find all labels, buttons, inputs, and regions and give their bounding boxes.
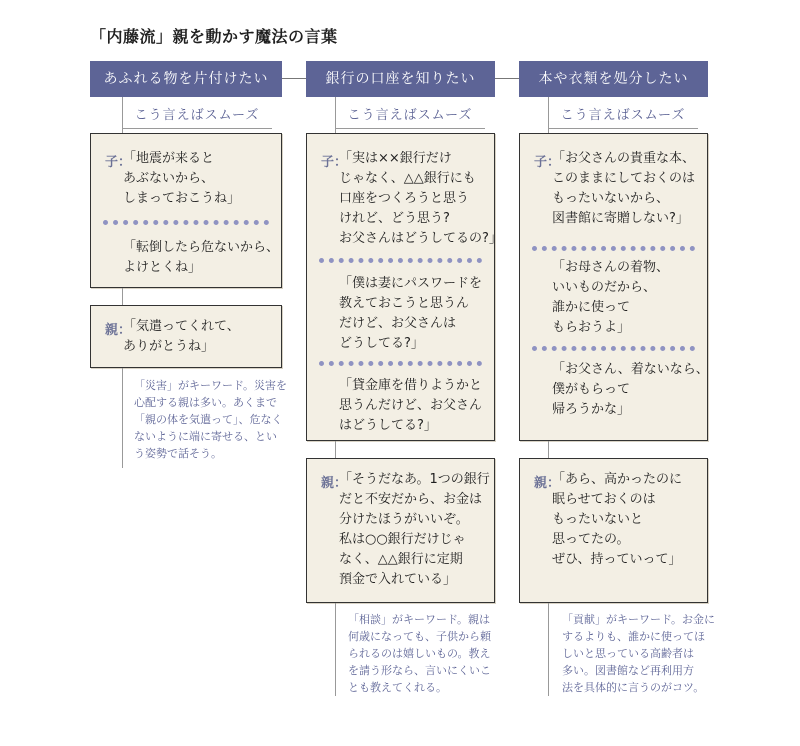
child-quote: 「お母さんの着物、 いいものだから、 誰かに使って もらおうよ」 [552,260,670,335]
header-connector-right [495,78,519,79]
child-quote: 「お父さんの貴重な本、 このままにしておくのは もったいないから、 図書館に寄贈しない?」 [552,151,696,226]
keyword-note: 「相談」がキーワード。親は 何歳になっても、子供から頼 られるのは嬉しいもの。教え を請う形なら、言いにくいこ とも教えてくれる。 [348,613,491,694]
speaker-parent: 親： [105,323,132,338]
connector-line [122,368,123,468]
page-title: 「内藤流」親を動かす魔法の言葉 [90,27,338,46]
parent-quote-card [306,458,495,603]
parent-quote: 「そうだなあ。1つの銀行 だと不安だから、お金は 分けたほうがいいぞ。 私は○○銀行だけじゃ なく、△△銀行に定期 預金で入れている」 [339,472,490,587]
connector-line [335,603,336,696]
parent-quote: 「気遣ってくれて、 ありがとうね」 [123,319,240,354]
child-quote: 「実は××銀行だけ じゃなく、△△銀行にも 口座をつくろうと思う けれど、どう思う? お父さんはどうしてるの?」 [339,151,502,246]
parent-quote-card [90,305,282,368]
child-quote: 「貸金庫を借りようかと 思うんだけど、お父さん はどうしてる?」 [339,378,483,433]
dotted-divider [532,346,695,351]
dotted-divider [319,361,482,366]
speaker-parent: 親： [534,476,561,491]
header-connector-left [282,78,306,79]
speaker-parent: 親： [321,476,348,491]
sub-label: こう言えばスムーズ [548,103,698,129]
keyword-note: 「災害」がキーワード。災害を 心配する親は多い。あくまで 「親の体を気遣って」、危なく ないように端に寄せる、とい う姿勢で話そう。 [134,379,288,460]
child-quote-card [306,133,502,441]
sub-label: こう言えばスムーズ [122,103,272,129]
speaker-child: 子： [534,155,561,170]
sub-label: こう言えばスムーズ [335,103,485,129]
child-quote: 「転倒したら危ないから、 よけとくね」 [123,240,280,275]
speaker-child: 子： [105,155,132,170]
connector-line [548,441,549,458]
column-header-dispose: 本や衣類を処分したい [519,61,708,97]
speaker-child: 子： [321,155,348,170]
column-header-bank: 銀行の口座を知りたい [306,61,495,97]
connector-line [548,603,549,696]
child-quote-card [519,133,708,441]
child-quote: 「僕は妻にパスワードを 教えておこうと思うん だけど、お父さんは どうしてる?」 [339,276,483,351]
dotted-divider [103,220,269,225]
parent-quote-card [519,458,708,603]
connector-line [122,288,123,305]
child-quote: 「地震が来ると あぶないから、 しまっておこうね」 [123,151,241,206]
dotted-divider [532,246,695,251]
keyword-note: 「貢献」がキーワード。お金に するよりも、誰かに使ってほ しいと思っている高齢者は 多い。図書館など再利用方 法を具体的に言うのがコツ。 [562,613,716,694]
child-quote-card [90,133,282,288]
column-header-tidy: あふれる物を片付けたい [90,61,282,97]
dotted-divider [319,258,482,263]
parent-quote: 「あら、高かったのに 眠らせておくのは もったいないと 思ってたの。 ぜひ、持っていって」 [552,472,683,567]
connector-line [335,441,336,458]
child-quote: 「お父さん、着ないなら、 僕がもらって 帰ろうかな」 [552,362,709,417]
